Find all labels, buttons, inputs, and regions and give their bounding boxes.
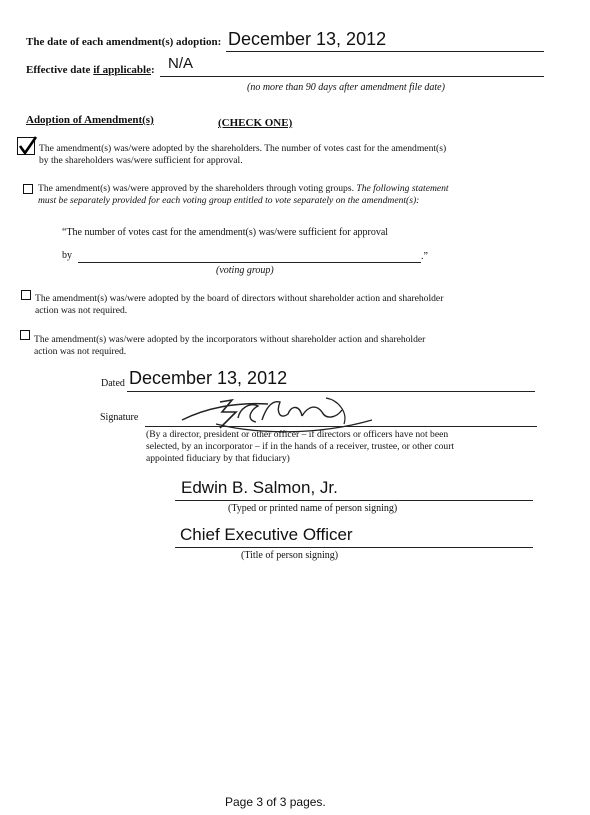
title-line — [175, 547, 533, 548]
option-board-text: The amendment(s) was/were adopted by the board of directors without shareholder action and shareholder action was not required. — [35, 293, 444, 316]
voting-group-quote: “The number of votes cast for the amendment(s) was/were sufficient for approval — [62, 227, 389, 238]
effective-date-label: Effective date if applicable: — [26, 64, 155, 76]
option-voting-groups-checkbox[interactable] — [23, 184, 33, 194]
effective-date-line — [160, 76, 544, 77]
voting-group-quote-close: .” — [421, 251, 428, 262]
adoption-date-line — [226, 51, 544, 52]
dated-value: December 13, 2012 — [129, 368, 288, 388]
effective-date-note: (no more than 90 days after amendment file date) — [247, 82, 445, 93]
option-shareholders-text: The amendment(s) was/were adopted by the shareholders. The number of votes cast for the amendment(s) by the shareholders was/were sufficient for approval. — [39, 143, 447, 166]
title-value: Chief Executive Officer — [180, 525, 353, 544]
adoption-heading: Adoption of Amendment(s) — [26, 114, 154, 126]
option-incorporators-text: The amendment(s) was/were adopted by the incorporators without shareholder action and shareholder action was not required. — [34, 334, 426, 357]
option-shareholders-checkbox[interactable] — [17, 137, 37, 157]
adoption-date-value: December 13, 2012 — [228, 29, 387, 49]
option-incorporators-checkbox[interactable] — [20, 330, 30, 340]
signature-note: (By a director, president or other officer – if directors or officers have not been selected, by an incorporator – if in the hands of a receiver, trustee, or other court appointed fiduciary by that fiduciary) — [146, 429, 455, 464]
signature-label: Signature — [100, 412, 139, 423]
option-board-checkbox[interactable] — [21, 290, 31, 300]
voting-group-line[interactable] — [78, 262, 421, 263]
typed-name-note: (Typed or printed name of person signing) — [228, 503, 398, 514]
adoption-date-label: The date of each amendment(s) adoption: — [26, 36, 222, 48]
page-number: Page 3 of 3 pages. — [225, 795, 326, 809]
option-voting-groups-text: The amendment(s) was/were approved by the shareholders through voting groups. The following statement must be separately provided for each voting group entitled to vote separately on the amendment(s): — [38, 183, 449, 206]
voting-group-note: (voting group) — [216, 265, 274, 276]
typed-name-line — [175, 500, 533, 501]
title-note: (Title of person signing) — [241, 550, 339, 561]
typed-name-value: Edwin B. Salmon, Jr. — [181, 478, 338, 497]
checkmark-icon — [17, 135, 39, 157]
check-one-label: (CHECK ONE) — [218, 117, 293, 129]
dated-label: Dated — [101, 378, 125, 389]
effective-date-value: N/A — [168, 55, 194, 72]
voting-group-by-label: by — [62, 250, 72, 261]
